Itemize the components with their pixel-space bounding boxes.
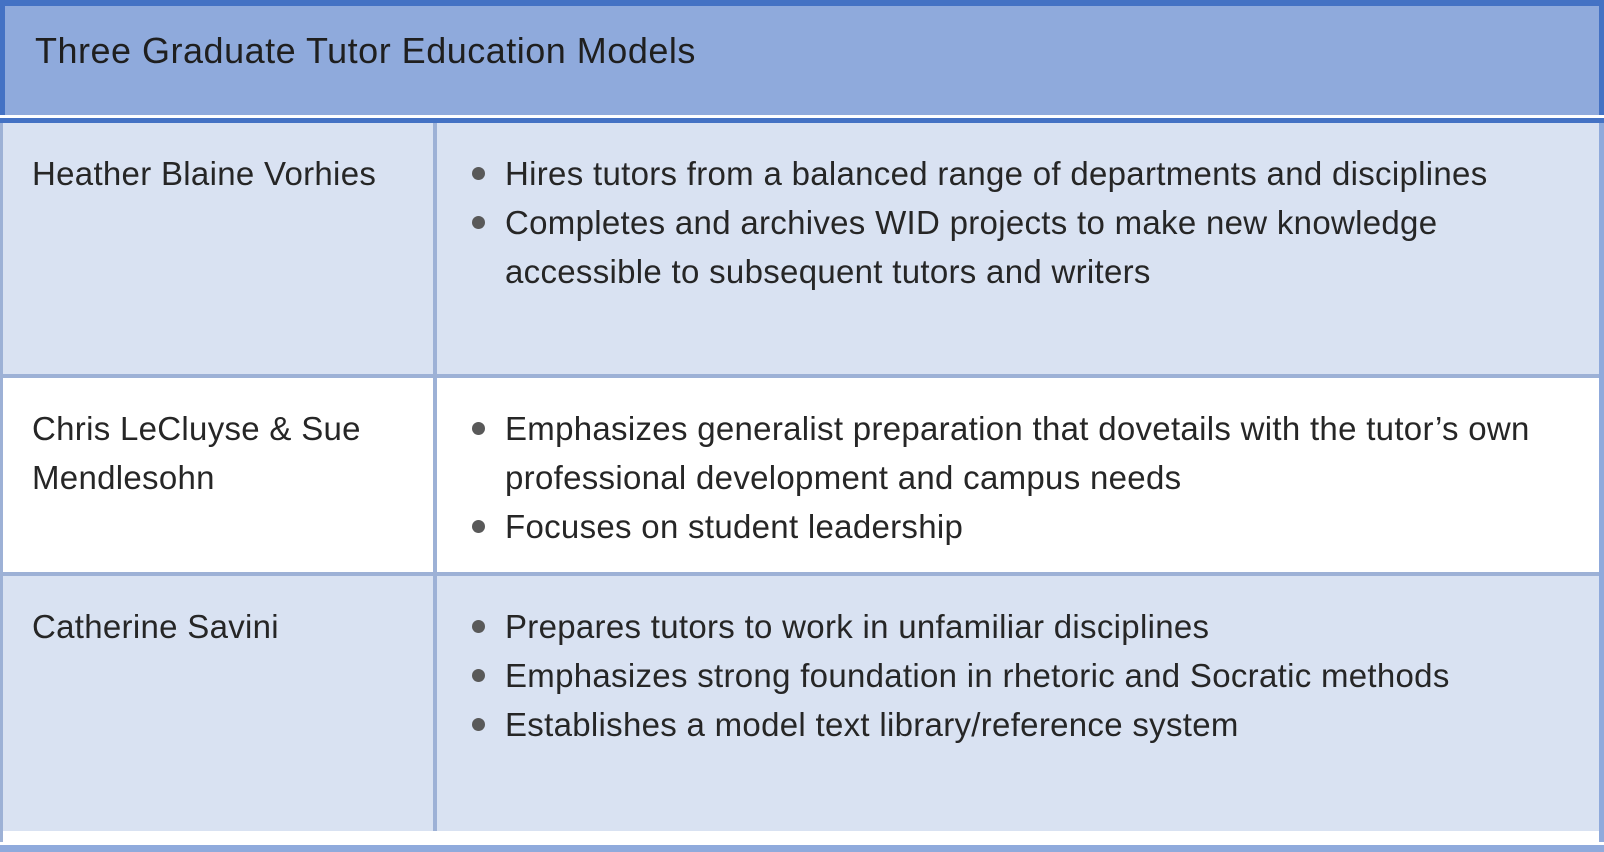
bottom-border-rule bbox=[0, 845, 1604, 852]
table-header-row bbox=[0, 0, 1604, 115]
model-description-cell bbox=[437, 123, 1599, 374]
author-name-cell: Catherine Savini bbox=[3, 576, 437, 831]
bullet-item: Establishes a model text library/reference system bbox=[461, 700, 1563, 749]
table-row bbox=[3, 378, 1599, 576]
author-name-cell: Chris LeCluyse & Sue Mendlesohn bbox=[3, 378, 437, 572]
bullet-item: Emphasizes generalist preparation that dovetails with the tutor’s own professional development and campus needs bbox=[461, 404, 1563, 502]
bullet-item: Focuses on student leadership bbox=[461, 502, 1563, 551]
bullet-item: Emphasizes strong foundation in rhetoric and Socratic methods bbox=[461, 651, 1563, 700]
table-row bbox=[3, 123, 1599, 378]
bullet-list bbox=[461, 404, 1563, 551]
table-row bbox=[3, 576, 1599, 831]
model-description-cell bbox=[437, 576, 1599, 831]
bullet-list bbox=[461, 149, 1563, 296]
author-name-cell: Heather Blaine Vorhies bbox=[3, 123, 437, 374]
model-description-cell bbox=[437, 378, 1599, 572]
table-body bbox=[0, 123, 1604, 842]
bullet-list bbox=[461, 602, 1563, 749]
bullet-item: Completes and archives WID projects to make new knowledge accessible to subsequent tutors and writers bbox=[461, 198, 1563, 296]
bullet-item: Hires tutors from a balanced range of departments and disciplines bbox=[461, 149, 1563, 198]
table-title: Three Graduate Tutor Education Models bbox=[35, 30, 696, 71]
bullet-item: Prepares tutors to work in unfamiliar disciplines bbox=[461, 602, 1563, 651]
